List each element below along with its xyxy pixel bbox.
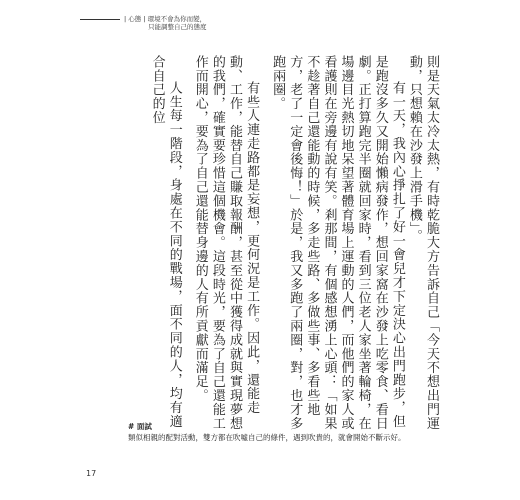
header-section-title: | 心態 | 環境不會為你而變，	[124, 15, 207, 23]
page-number: 17	[86, 469, 97, 478]
header-subtitle: 只能調整自己的態度	[148, 23, 207, 31]
vertical-body-text	[80, 55, 440, 435]
footnote-title: # 面試	[128, 422, 152, 431]
paragraph-3: 有些人連走路都是妄想，更何況是工作。因此，還能走動、工作，能替自己賺取報酬，甚至從中獲得成就與實現夢想的我們，確實要珍惜這個機會。這段時光，要為了自己還能工作而開心，要為了自己還能替身邊的人有所貢獻而滿足。	[192, 55, 260, 431]
paragraph-4: 人生每一階段，身處在不同的戰場，面不同的人，均有適合自己的位	[149, 55, 182, 429]
paragraph-1: 則是天氣太冷太熱，有時乾脆大方告訴自己「今天不想出門運動，只想賴在沙發上滑手機」。	[406, 55, 439, 431]
header-rule	[80, 19, 120, 20]
footnote-text: 類似相親的配對活動，雙方都在吹噓自己的條件，遇到吹貴的，就會開始不斷示好。	[128, 433, 406, 442]
paragraph-2: 有一天，我內心掙扎了好一會兒才下定決心出門跑步，但是跑沒多久又開始懶病發作，想回家窩在沙發上吃零食、看日劇。正打算跑完半圈就回家時，看到三位老人家坐著輪椅，在場邊目光熱切地呆望著體育場上運動的人們，而他們的家人或看護則在旁邊有說有笑。剎那間，有個感想湧上心頭：「如果不趁著自己還能動的時候，多走些路、多做些事、多看些地方，老了一定會後悔！」於是，我又多跑了兩圈，對，也才多跑兩圈。	[270, 55, 405, 431]
footnote	[128, 421, 428, 443]
